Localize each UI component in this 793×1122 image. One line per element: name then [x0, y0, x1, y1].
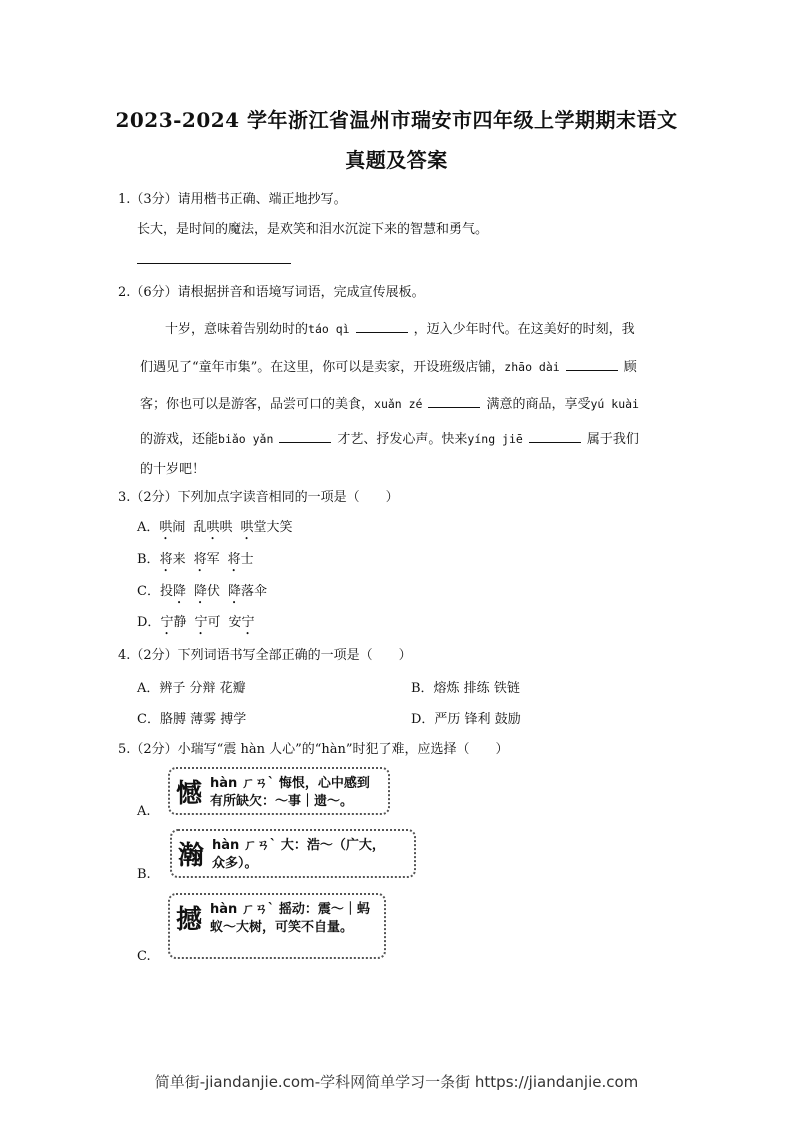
word-part: 军 [206, 552, 220, 567]
text: 满意的商品，享受 [486, 397, 591, 412]
q3-option-c[interactable] [137, 580, 275, 607]
word-part: 堂大笑 [253, 520, 293, 535]
character: 瀚 [178, 841, 205, 871]
pinyin: biǎo yǎn [218, 432, 274, 446]
definition-line: 有所缺欠：～事｜遗～。 [210, 794, 354, 809]
text: 们遇见了“童年市集”。在这里，你可以是卖家，开设班级店铺， [140, 360, 505, 375]
word [229, 615, 255, 630]
pinyin: yú kuài [590, 397, 639, 411]
dotted-character: 降 [193, 584, 207, 599]
q5-option-b-dictionary-entry [170, 829, 416, 878]
text: 属于我们 [586, 432, 639, 447]
word-part: 投 [159, 584, 173, 599]
word-part: 落伞 [241, 584, 268, 599]
option-label: A． [137, 520, 160, 535]
q5-option-b-label[interactable]: B. [137, 867, 151, 882]
word [160, 615, 186, 630]
document-title-line2: 真题及答案 [345, 148, 448, 172]
dotted-character: 哄 [240, 520, 254, 535]
pinyin: táo qì [308, 322, 350, 336]
q3-option-a[interactable] [137, 516, 301, 543]
q3-option-d[interactable] [137, 611, 263, 638]
option-label: C． [137, 584, 160, 599]
word-part: 伏 [207, 584, 221, 599]
dotted-character: 宁 [194, 615, 208, 630]
definition-line: hàn ㄏㄢˋ 摇动：震～｜蚂 [210, 902, 370, 917]
q4-stem: 4.（2分）下列词语书写全部正确的一项是（ ） [118, 648, 412, 663]
q5-option-c-dictionary-entry [168, 893, 386, 959]
dotted-character: 将 [227, 552, 241, 567]
word-part: 乱 [193, 520, 207, 535]
footer-watermark: 简单街-jiandanjie.com-学科网简单学习一条街 https://jiandanjie.com [154, 1073, 639, 1091]
q2-line5: 的十岁吧！ [140, 462, 206, 477]
character: 撼 [176, 905, 203, 935]
blank[interactable] [529, 430, 581, 443]
dotted-character: 宁 [160, 615, 174, 630]
dotted-character: 哄 [206, 520, 220, 535]
word [228, 584, 267, 599]
pinyin: yíng jiē [467, 432, 523, 446]
word [160, 584, 186, 599]
dotted-character: 哄 [159, 520, 173, 535]
word [228, 552, 254, 567]
document-title-line1: 2023-2024 学年浙江省温州市瑞安市四年级上学期期末语文 [115, 108, 678, 132]
pinyin: zhāo dài [504, 360, 560, 374]
text: ，迈入少年时代。在这美好的时刻，我 [413, 322, 635, 337]
word [240, 520, 292, 535]
blank[interactable] [279, 430, 331, 443]
pinyin: xuǎn zé [374, 397, 423, 411]
dotted-character: 降 [228, 584, 242, 599]
q2-stem: 2.（6分）请根据拼音和语境写词语，完成宣传展板。 [118, 285, 425, 300]
definition-line: hàn ㄏㄢˋ 悔恨，心中感到 [210, 776, 370, 791]
character: 憾 [176, 779, 203, 809]
q2-line1 [165, 318, 635, 337]
dotted-character: 降 [172, 584, 186, 599]
q2-line2 [140, 356, 637, 375]
q5-option-a-label[interactable]: A. [137, 804, 151, 819]
word-part: 士 [240, 552, 254, 567]
q4-option-a[interactable]: A．辨子 分辩 花瓣 [137, 681, 246, 696]
q1-text: 长大，是时间的魔法，是欢笑和泪水沉淀下来的智慧和勇气。 [137, 222, 489, 237]
word-part: 哄 [219, 520, 233, 535]
word [159, 520, 185, 535]
text: 客；你也可以是游客，品尝可口的美食， [140, 397, 375, 412]
q4-option-c[interactable]: C．胳膊 薄雾 搏学 [137, 712, 247, 727]
q4-option-d[interactable]: D．严历 锋利 鼓励 [411, 712, 521, 727]
word-part: 可 [207, 615, 221, 630]
word-part: 安 [228, 615, 242, 630]
option-label: D． [137, 615, 161, 630]
word [194, 615, 220, 630]
blank[interactable] [566, 358, 618, 371]
text: 才艺、抒发心声。快来 [337, 432, 468, 447]
q4-option-b[interactable]: B．熔炼 排练 铁链 [411, 681, 520, 696]
definition-line: 众多）。 [212, 856, 258, 871]
word-part: 静 [173, 615, 187, 630]
q3-option-b[interactable] [137, 548, 262, 575]
definition-line: 蚁～大树，可笑不自量。 [210, 920, 354, 935]
word [160, 552, 186, 567]
q2-line3 [140, 393, 639, 412]
text: 顾 [623, 360, 637, 375]
word-part: 来 [172, 552, 186, 567]
text: 的游戏，还能 [140, 432, 219, 447]
q1-stem: 1.（3分）请用楷书正确、端正地抄写。 [118, 192, 347, 207]
dotted-character: 将 [159, 552, 173, 567]
dotted-character: 将 [193, 552, 207, 567]
word-part: 闹 [172, 520, 186, 535]
blank[interactable] [428, 395, 480, 408]
text: 十岁，意味着告别幼时的 [165, 322, 309, 337]
q5-option-c-label[interactable]: C. [137, 949, 151, 964]
q2-line4 [140, 428, 639, 447]
q3-stem: 3.（2分）下列加点字读音相同的一项是（ ） [118, 490, 399, 505]
q5-option-a-dictionary-entry [168, 767, 390, 815]
q1-answer-line[interactable] [137, 263, 291, 264]
q5-stem: 5.（2分）小瑞写“震 hàn 人心”的“hàn”时犯了难，应选择（ ） [118, 742, 509, 757]
option-label: B． [137, 552, 160, 567]
word [194, 584, 220, 599]
blank[interactable] [356, 320, 408, 333]
word [193, 520, 232, 535]
dotted-character: 宁 [241, 615, 255, 630]
definition-line: hàn ㄏㄢˋ 大：浩～（广大， [212, 838, 385, 853]
word [194, 552, 220, 567]
